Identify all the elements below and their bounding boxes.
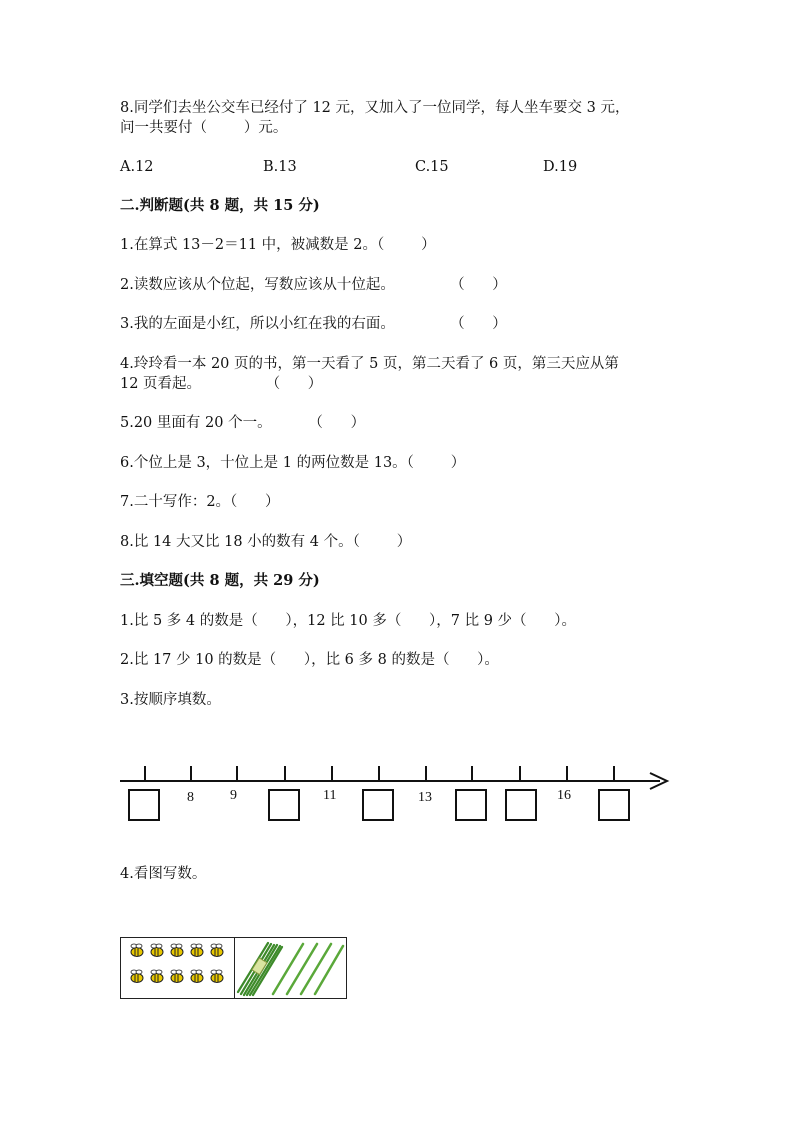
answer-box-5[interactable] xyxy=(505,789,537,821)
answer-box-1[interactable] xyxy=(128,789,160,821)
judge-item-8: 8.比 14 大又比 18 小的数有 4 个。（ ） xyxy=(120,534,412,550)
q8-option-b[interactable]: B.13 xyxy=(263,159,297,175)
answer-box-2[interactable] xyxy=(268,789,300,821)
fill-item-4: 4.看图写数。 xyxy=(120,866,207,882)
counting-picture xyxy=(120,937,347,999)
answer-box-4[interactable] xyxy=(455,789,487,821)
bee-icon xyxy=(131,944,223,983)
q8-option-c[interactable]: C.15 xyxy=(415,159,449,175)
judge-item-5: 5.20 里面有 20 个一。 （ ） xyxy=(120,415,366,431)
section3-title: 三.填空题(共 8 题，共 29 分) xyxy=(120,572,320,589)
axis-label-11: 11 xyxy=(323,788,337,803)
q8-line1: 8.同学们去坐公交车已经付了 12 元，又加入了一位同学，每人坐车要交 3 元， xyxy=(120,100,630,116)
answer-box-3[interactable] xyxy=(362,789,394,821)
axis-label-8: 8 xyxy=(187,790,194,805)
stick-group xyxy=(235,938,347,998)
single-stick-icon xyxy=(315,946,343,994)
answer-box-6[interactable] xyxy=(598,789,630,821)
q8-option-a[interactable]: A.12 xyxy=(120,159,154,175)
fill-item-1: 1.比 5 多 4 的数是（ ），12 比 10 多（ ），7 比 9 少（ ）。 xyxy=(120,613,576,629)
judge-item-2: 2.读数应该从个位起，写数应该从十位起。 （ ） xyxy=(120,277,507,293)
axis-label-13: 13 xyxy=(418,790,432,805)
stick-bundle-icon xyxy=(238,943,282,995)
fill-item-2: 2.比 17 少 10 的数是（ ），比 6 多 8 的数是（ ）。 xyxy=(120,652,499,668)
axis-label-9: 9 xyxy=(230,788,237,803)
bee-group xyxy=(121,938,234,998)
single-stick-icon xyxy=(301,944,331,994)
fill-item-3: 3.按顺序填数。 xyxy=(120,692,221,708)
q8-line2: 问一共要付（ ）元。 xyxy=(120,120,288,136)
single-stick-icon xyxy=(287,944,317,994)
judge-item-4-line1: 4.玲玲看一本 20 页的书，第一天看了 5 页，第二天看了 6 页，第三天应从第 xyxy=(120,356,619,372)
judge-item-4-line2: 12 页看起。 （ ） xyxy=(120,376,323,392)
number-line-ticks xyxy=(145,766,614,781)
q8-option-d[interactable]: D.19 xyxy=(543,159,578,175)
judge-item-3: 3.我的左面是小红，所以小红在我的右面。 （ ） xyxy=(120,316,507,332)
section2-title: 二.判断题(共 8 题，共 15 分) xyxy=(120,197,320,214)
judge-item-6: 6.个位上是 3，十位上是 1 的两位数是 13。（ ） xyxy=(120,455,466,471)
judge-item-1: 1.在算式 13－2＝11 中，被减数是 2。（ ） xyxy=(120,237,436,253)
judge-item-7: 7.二十写作：2。（ ） xyxy=(120,494,280,510)
axis-label-16: 16 xyxy=(557,788,571,803)
